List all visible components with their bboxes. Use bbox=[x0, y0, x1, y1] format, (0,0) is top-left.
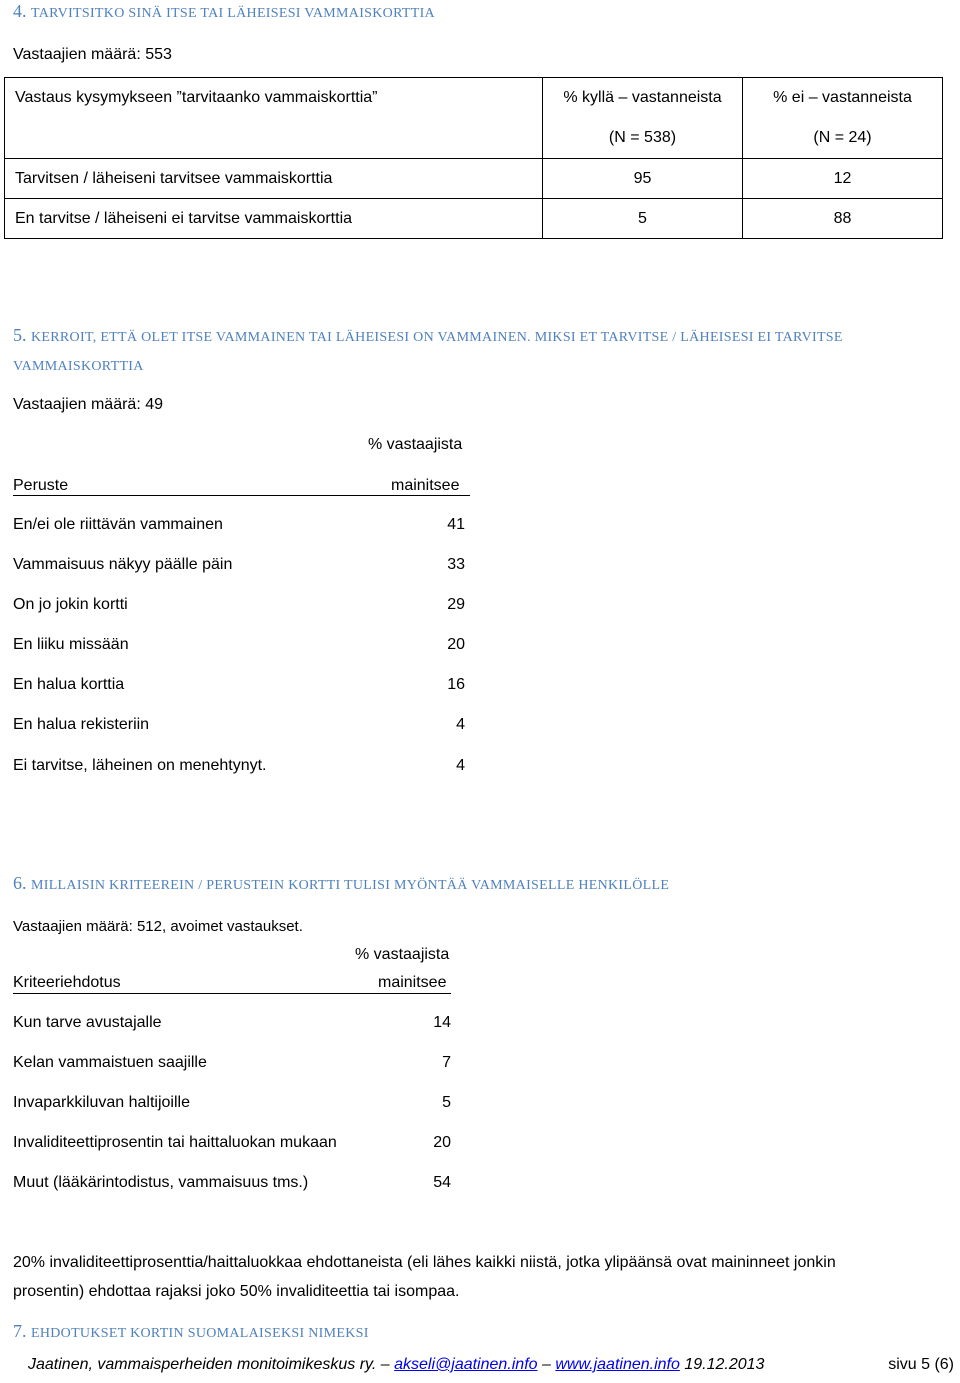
item-value: 33 bbox=[447, 556, 465, 573]
item-value: 20 bbox=[447, 636, 465, 653]
col-yes-header-line2: (N = 538) bbox=[608, 129, 677, 146]
item-label: Invaliditeettiprosentin tai haittaluokan mukaan bbox=[13, 1134, 337, 1151]
list-item bbox=[13, 596, 465, 620]
list-item bbox=[13, 636, 465, 660]
footer-page-number: sivu 5 (6) bbox=[888, 1356, 954, 1373]
list-item bbox=[13, 1174, 451, 1198]
table-row bbox=[5, 199, 943, 239]
item-value: 54 bbox=[433, 1174, 451, 1191]
table-header-row bbox=[5, 78, 943, 159]
item-label: On jo jokin kortti bbox=[13, 596, 128, 613]
footer-org: Jaatinen, vammaisperheiden monitoimikeskus ry. bbox=[28, 1356, 377, 1373]
item-label: Kelan vammaistuen saajille bbox=[13, 1054, 207, 1071]
list-item bbox=[13, 516, 465, 540]
item-value: 5 bbox=[442, 1094, 451, 1111]
col-no-header-line1: % ei – vastanneista bbox=[773, 89, 912, 106]
section-5-col-header-line2: mainitsee bbox=[391, 477, 460, 494]
item-value: 41 bbox=[447, 516, 465, 533]
section-7-heading bbox=[13, 1321, 369, 1342]
header-underline bbox=[13, 993, 451, 994]
list-item bbox=[13, 1054, 451, 1078]
table-header-answer bbox=[5, 78, 543, 159]
row-label: En tarvitse / läheiseni ei tarvitse vammaiskorttia bbox=[5, 199, 543, 239]
table-row bbox=[5, 159, 943, 199]
section-5-number: 5. bbox=[13, 325, 27, 345]
row-yes-value: 5 bbox=[543, 199, 743, 239]
item-label: Muut (lääkärintodistus, vammaisuus tms.) bbox=[13, 1174, 309, 1191]
item-value: 16 bbox=[447, 676, 465, 693]
section-5-title-line1: KERROIT, ETTÄ OLET ITSE VAMMAINEN TAI LÄHEISESI ON VAMMAINEN. MIKSI ET TARVITSE / LÄHEISESI EI TARVITSE bbox=[31, 330, 843, 345]
footer-separator: – bbox=[542, 1356, 551, 1373]
section-6-col-header-line2: mainitsee bbox=[378, 974, 447, 991]
section-7-number: 7. bbox=[13, 1321, 27, 1341]
section-4-heading bbox=[13, 1, 435, 22]
footer-date: 19.12.2013 bbox=[684, 1356, 765, 1373]
list-item bbox=[13, 1134, 451, 1158]
list-item bbox=[13, 676, 465, 700]
item-label: En liiku missään bbox=[13, 636, 129, 653]
col-answer-header: Vastaus kysymykseen ”tarvitaanko vammaiskorttia” bbox=[15, 89, 378, 106]
table-header-yes bbox=[543, 78, 743, 159]
item-label: Kun tarve avustajalle bbox=[13, 1014, 162, 1031]
section-6-col-header-line1: % vastaajista bbox=[355, 946, 450, 963]
item-value: 7 bbox=[442, 1054, 451, 1071]
section-5-col-header-line1: % vastaajista bbox=[368, 436, 463, 453]
section-6-title: MILLAISIN KRITEEREIN / PERUSTEIN KORTTI TULISI MYÖNTÄÄ VAMMAISELLE HENKILÖLLE bbox=[31, 878, 670, 893]
list-item bbox=[13, 1094, 451, 1118]
section-6-note-line2: prosentin) ehdottaa rajaksi joko 50% invaliditeettia tai isompaa. bbox=[13, 1283, 460, 1300]
header-underline bbox=[13, 495, 470, 496]
item-value: 20 bbox=[433, 1134, 451, 1151]
footer-email-link[interactable]: akseli@jaatinen.info bbox=[394, 1356, 538, 1373]
item-value: 4 bbox=[456, 716, 465, 733]
section-5-title-line2: VAMMAISKORTTIA bbox=[13, 359, 144, 374]
item-value: 4 bbox=[456, 757, 465, 774]
list-item bbox=[13, 757, 465, 781]
item-label: En halua rekisteriin bbox=[13, 716, 150, 733]
item-label: Ei tarvitse, läheinen on menehtynyt. bbox=[13, 757, 267, 774]
section-6-heading bbox=[13, 873, 669, 894]
section-5-respondents: Vastaajien määrä: 49 bbox=[13, 396, 164, 413]
item-value: 14 bbox=[433, 1014, 451, 1031]
section-6-note-line1: 20% invaliditeettiprosenttia/haittaluokkaa ehdottaneista (eli lähes kaikki niistä, jotka ylipäänsä ovat maininneet jonkin bbox=[13, 1254, 836, 1271]
col-yes-header-line1: % kyllä – vastanneista bbox=[563, 89, 722, 106]
section-6-label-header: Kriteeriehdotus bbox=[13, 974, 121, 991]
footer bbox=[28, 1356, 764, 1374]
section-5-heading bbox=[13, 325, 843, 346]
section-5-label-header: Peruste bbox=[13, 477, 69, 494]
section-4-respondents: Vastaajien määrä: 553 bbox=[13, 46, 172, 63]
list-item bbox=[13, 716, 465, 740]
list-item bbox=[13, 1014, 451, 1038]
col-no-header-line2: (N = 24) bbox=[813, 129, 872, 146]
list-item bbox=[13, 556, 465, 580]
section-7-title: EHDOTUKSET KORTIN SUOMALAISEKSI NIMEKSI bbox=[31, 1326, 369, 1341]
item-label: En/ei ole riittävän vammainen bbox=[13, 516, 223, 533]
section-5-heading-cont bbox=[13, 354, 144, 375]
table-header-no bbox=[743, 78, 943, 159]
footer-website-link[interactable]: www.jaatinen.info bbox=[555, 1356, 680, 1373]
row-no-value: 12 bbox=[743, 159, 943, 199]
section-6-respondents: Vastaajien määrä: 512, avoimet vastaukset. bbox=[13, 918, 303, 935]
footer-separator: – bbox=[380, 1356, 390, 1373]
row-label: Tarvitsen / läheiseni tarvitsee vammaiskorttia bbox=[5, 159, 543, 199]
row-yes-value: 95 bbox=[543, 159, 743, 199]
section-6-number: 6. bbox=[13, 873, 27, 893]
row-no-value: 88 bbox=[743, 199, 943, 239]
section-4-table bbox=[4, 77, 943, 239]
item-value: 29 bbox=[447, 596, 465, 613]
item-label: Vammaisuus näkyy päälle päin bbox=[13, 556, 233, 573]
item-label: En halua korttia bbox=[13, 676, 125, 693]
section-4-number: 4. bbox=[13, 1, 27, 21]
section-4-title: TARVITSITKO SINÄ ITSE TAI LÄHEISESI VAMMAISKORTTIA bbox=[31, 6, 435, 21]
item-label: Invaparkkiluvan haltijoille bbox=[13, 1094, 190, 1111]
